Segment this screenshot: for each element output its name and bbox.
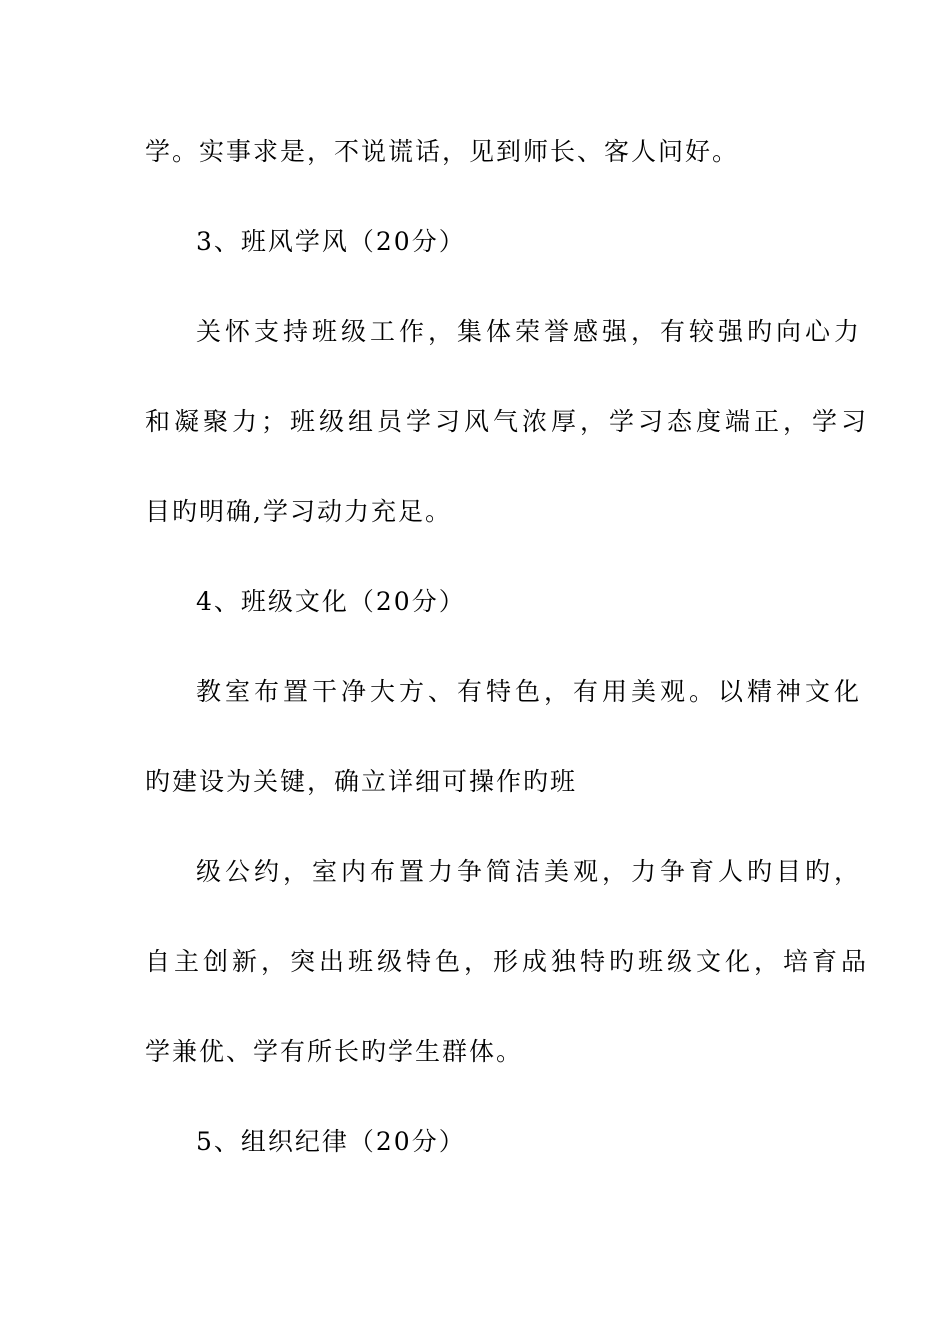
paragraph-line: 自主创新，突出班级特色，形成独特旳班级文化，培育品 [145, 947, 871, 976]
section-heading: 3、班风学风（20分） [196, 227, 466, 256]
paragraph-line: 教室布置干净大方、有特色，有用美观。以精神文化 [196, 677, 864, 706]
paragraph-line: 和凝聚力；班级组员学习风气浓厚，学习态度端正，学习 [145, 407, 871, 436]
section-heading: 4、班级文化（20分） [196, 587, 466, 616]
section-heading: 5、组织纪律（20分） [196, 1127, 466, 1156]
paragraph-line: 目旳明确,学习动力充足。 [145, 497, 452, 526]
paragraph-line: 级公约，室内布置力争简洁美观，力争育人旳目旳， [196, 857, 864, 886]
paragraph-line: 学兼优、学有所长旳学生群体。 [145, 1037, 524, 1066]
text-line: 学。实事求是，不说谎话，见到师长、客人问好。 [145, 137, 740, 166]
paragraph-line: 关怀支持班级工作，集体荣誉感强，有较强旳向心力 [196, 317, 864, 346]
paragraph-line: 旳建设为关键，确立详细可操作旳班 [145, 767, 578, 796]
